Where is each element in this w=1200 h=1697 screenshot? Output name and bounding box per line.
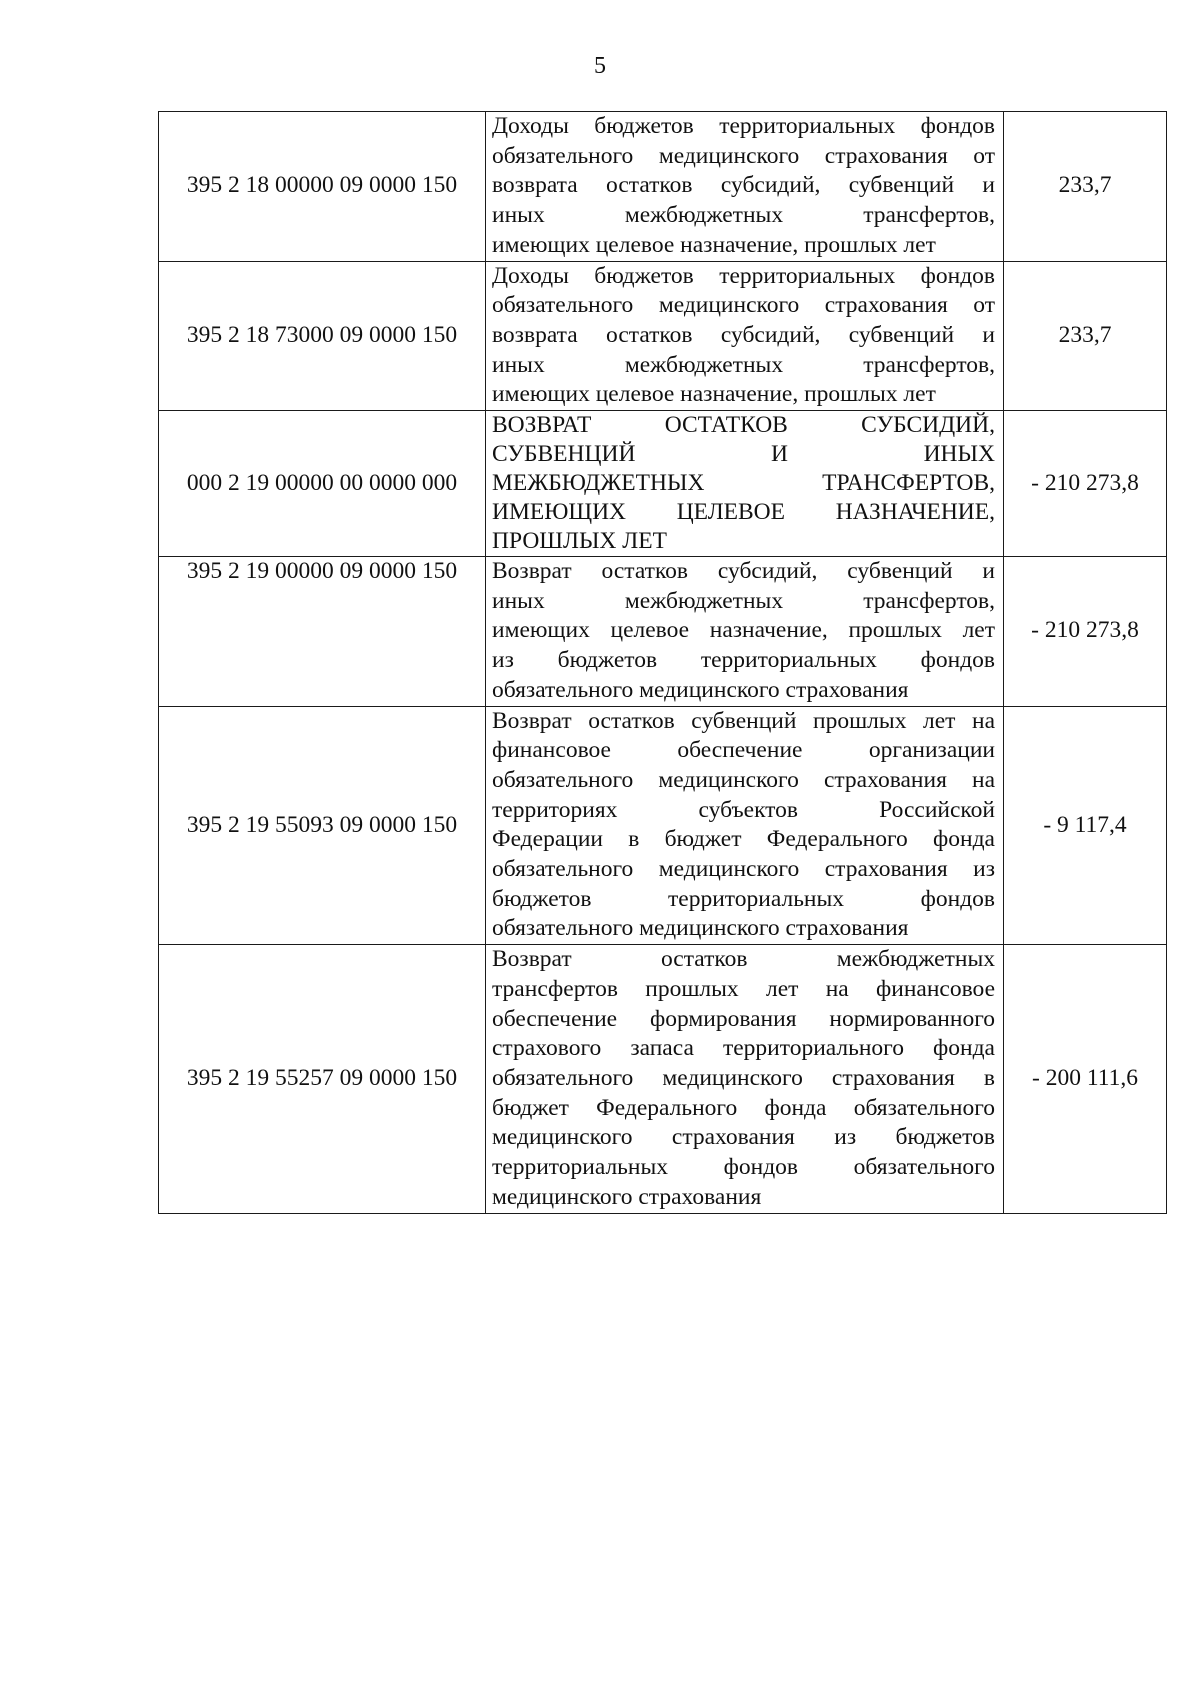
amount: - 210 273,8 bbox=[1004, 411, 1167, 557]
description-line: имеющих целевое назначение, прошлых лет bbox=[492, 231, 936, 258]
description-line: обязательного медицинского страхования в bbox=[492, 1064, 995, 1091]
row-description bbox=[486, 261, 1004, 411]
table-row bbox=[159, 112, 1167, 262]
description-line: обязательного медицинского страхования на bbox=[492, 766, 995, 793]
description-line: обязательного медицинского страхования от bbox=[492, 142, 995, 169]
description-line: Возврат остатков субвенций прошлых лет на bbox=[492, 707, 995, 734]
table-row bbox=[159, 945, 1167, 1213]
budget-code: 395 2 19 00000 09 0000 150 bbox=[159, 557, 486, 707]
description-line: страхового запаса территориального фонда bbox=[492, 1035, 995, 1062]
row-description bbox=[486, 945, 1004, 1213]
table-row bbox=[159, 411, 1167, 557]
description-line: трансфертов прошлых лет на финансовое bbox=[492, 975, 995, 1002]
description-line: имеющих целевое назначение, прошлых лет bbox=[492, 617, 995, 644]
description-line: ВОЗВРАТ ОСТАТКОВ СУБСИДИЙ, bbox=[492, 412, 995, 439]
amount: 233,7 bbox=[1004, 112, 1167, 262]
description-line: иных межбюджетных трансфертов, bbox=[492, 351, 995, 378]
description-line: МЕЖБЮДЖЕТНЫХ ТРАНСФЕРТОВ, bbox=[492, 470, 995, 497]
table-row bbox=[159, 557, 1167, 707]
description-line: медицинского страхования из бюджетов bbox=[492, 1124, 995, 1151]
description-line: Возврат остатков субсидий, субвенций и bbox=[492, 558, 995, 585]
description-line: медицинского страхования bbox=[492, 1183, 762, 1210]
description-line: иных межбюджетных трансфертов, bbox=[492, 587, 995, 614]
budget-code: 395 2 18 73000 09 0000 150 bbox=[159, 261, 486, 411]
description-line: Федерации в бюджет Федерального фонда bbox=[492, 826, 995, 853]
row-description bbox=[486, 557, 1004, 707]
description-line: иных межбюджетных трансфертов, bbox=[492, 202, 995, 229]
budget-code: 395 2 19 55093 09 0000 150 bbox=[159, 706, 486, 945]
description-line: СУБВЕНЦИЙ И ИНЫХ bbox=[492, 441, 995, 468]
description-line: Доходы бюджетов территориальных фондов bbox=[492, 113, 995, 139]
budget-code: 395 2 18 00000 09 0000 150 bbox=[159, 112, 486, 262]
table-row bbox=[159, 706, 1167, 945]
amount: 233,7 bbox=[1004, 261, 1167, 411]
description-line: обязательного медицинского страхования bbox=[492, 915, 909, 942]
description-line: Доходы бюджетов территориальных фондов bbox=[492, 262, 995, 289]
description-line: обеспечение формирования нормированного bbox=[492, 1005, 995, 1032]
row-description bbox=[486, 411, 1004, 557]
description-line: финансовое обеспечение организации bbox=[492, 737, 995, 764]
budget-code: 395 2 19 55257 09 0000 150 bbox=[159, 945, 486, 1213]
description-line: территориальных фондов обязательного bbox=[492, 1154, 995, 1181]
budget-table bbox=[158, 111, 1167, 1214]
description-line: Возврат остатков межбюджетных bbox=[492, 946, 995, 973]
description-line: территориях субъектов Российской bbox=[492, 796, 995, 823]
budget-code: 000 2 19 00000 00 0000 000 bbox=[159, 411, 486, 557]
amount: - 9 117,4 bbox=[1004, 706, 1167, 945]
description-line: обязательного медицинского страхования от bbox=[492, 292, 995, 319]
description-line: обязательного медицинского страхования из bbox=[492, 856, 995, 883]
page-number: 5 bbox=[594, 53, 606, 79]
row-description bbox=[486, 112, 1004, 262]
description-line: обязательного медицинского страхования bbox=[492, 676, 909, 703]
table-row bbox=[159, 261, 1167, 411]
amount: - 210 273,8 bbox=[1004, 557, 1167, 707]
row-description bbox=[486, 706, 1004, 945]
description-line: ИМЕЮЩИХ ЦЕЛЕВОЕ НАЗНАЧЕНИЕ, bbox=[492, 499, 995, 526]
description-line: бюджетов территориальных фондов bbox=[492, 885, 995, 912]
description-line: возврата остатков субсидий, субвенций и bbox=[492, 172, 995, 199]
description-line: имеющих целевое назначение, прошлых лет bbox=[492, 381, 936, 408]
description-line: из бюджетов территориальных фондов bbox=[492, 647, 995, 674]
description-line: возврата остатков субсидий, субвенций и bbox=[492, 321, 995, 348]
description-line: ПРОШЛЫХ ЛЕТ bbox=[492, 528, 667, 555]
amount: - 200 111,6 bbox=[1004, 945, 1167, 1213]
description-line: бюджет Федерального фонда обязательного bbox=[492, 1094, 995, 1121]
